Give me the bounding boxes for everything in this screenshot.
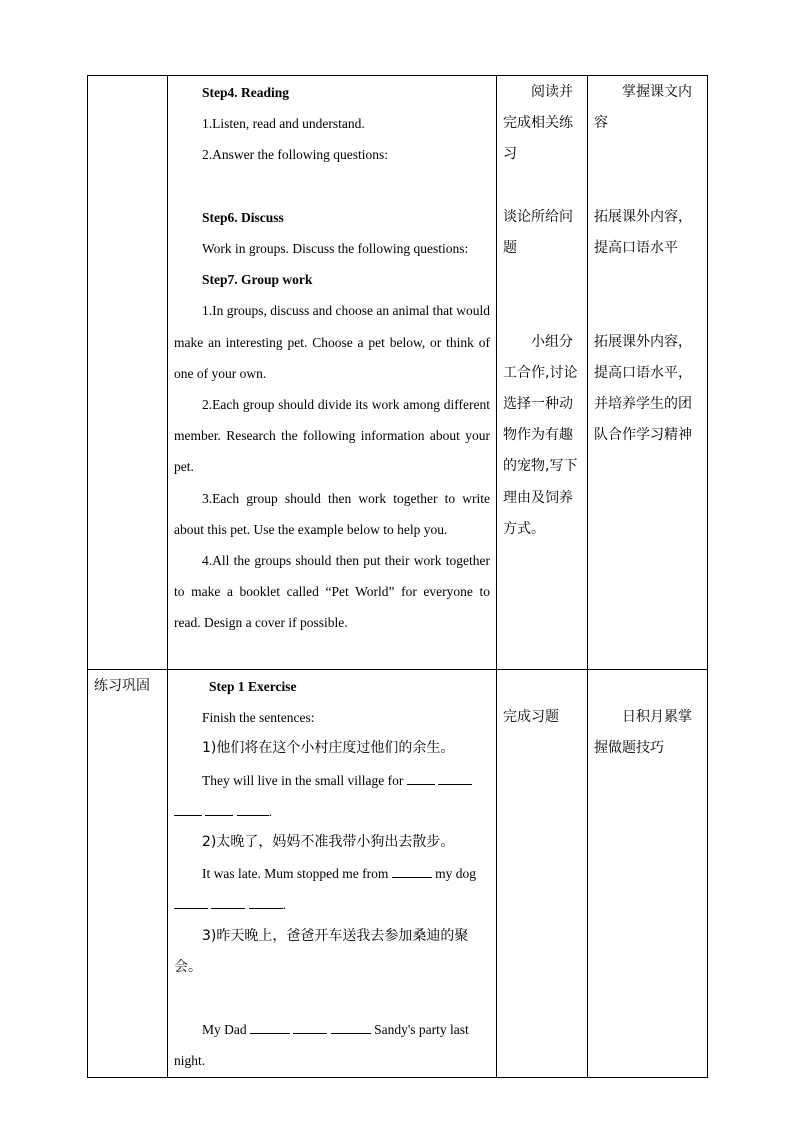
question-text: Sandy's party last (374, 1022, 469, 1038)
goal-line: 拓展课外内容， (594, 208, 692, 225)
activity-line: 题 (503, 240, 517, 256)
goal-line: 日积月累掌 (622, 709, 692, 726)
activity-line: 选择一种动 (503, 395, 573, 412)
question-text: night. (174, 1053, 206, 1069)
activity-line: 方式。 (503, 520, 545, 537)
answer-blank[interactable] (249, 894, 283, 909)
question-english-continued: . (174, 889, 490, 920)
answer-blank[interactable] (392, 863, 432, 878)
answer-blank[interactable] (174, 894, 208, 909)
answer-blank[interactable] (407, 770, 435, 785)
answer-blank[interactable] (205, 801, 233, 816)
activity-line: 习 (503, 146, 517, 163)
activity-line: 物作为有趣 (503, 427, 573, 444)
activity-line: 谈论所给问 (503, 208, 573, 225)
goal-line: 握做题技巧 (594, 740, 664, 757)
goal-line: 并培养学生的团 (594, 395, 692, 412)
question-chinese: 3)昨天晚上，爸爸开车送我去参加桑迪的聚会。 (174, 927, 469, 975)
question-text: It was late. Mum stopped me from (202, 866, 389, 882)
activity-line: 的宠物,写下 (503, 458, 578, 475)
activity-line: 小组分 (531, 333, 573, 350)
question-english-continued: . (174, 796, 490, 827)
exercise-heading: Step 1 Exercise (209, 679, 297, 694)
question-text: my dog (435, 866, 476, 882)
answer-blank[interactable] (237, 801, 269, 816)
step7-item: 2.Each group should divide its work among different member. Research the following information about your pet. (174, 397, 490, 475)
goal-line: 掌握课文内 (622, 84, 692, 100)
answer-blank[interactable] (331, 1019, 371, 1034)
answer-blank[interactable] (211, 894, 245, 909)
step6-text: Work in groups. Discuss the following questions: (202, 241, 469, 256)
step4-heading: Step4. Reading (202, 85, 290, 100)
goal-line: 提高口语水平， (594, 364, 692, 381)
step7-heading: Step7. Group work (202, 272, 313, 288)
table-row (88, 670, 708, 1078)
answer-blank[interactable] (438, 770, 472, 785)
answer-blank[interactable] (293, 1019, 327, 1034)
lesson-plan-table (87, 75, 708, 1078)
activity-line: 完成相关练 (503, 115, 573, 132)
activity-line: 工合作,讨论 (503, 364, 578, 381)
goal-line: 队合作学习精神 (594, 427, 692, 444)
step6-heading: Step6. Discuss (202, 209, 284, 225)
section-label-cell (88, 670, 168, 1078)
step4-item: 2.Answer the following questions: (202, 147, 388, 163)
question-chinese: 2)太晚了，妈妈不准我带小狗出去散步。 (202, 834, 455, 851)
question-chinese: 1)他们将在这个小村庄度过他们的余生。 (202, 740, 455, 757)
step4-item: 1.Listen, read and understand. (202, 116, 365, 132)
goal-line: 拓展课外内容， (594, 333, 692, 350)
activity-line: 理由及饲养 (503, 489, 573, 506)
activity-cell (497, 76, 588, 670)
activity-cell (497, 670, 588, 1078)
activity-line: 阅读并 (531, 84, 573, 100)
table-row (88, 76, 708, 670)
question-english (174, 1014, 490, 1045)
exercise-instruction: Finish the sentences: (202, 710, 315, 726)
procedure-cell (168, 76, 497, 670)
activity-line: 完成习题 (503, 709, 559, 726)
answer-blank[interactable] (250, 1019, 290, 1034)
step7-item: 1.In groups, discuss and choose an animal that would make an interesting pet. Choose a pet below, or think of one of your own. (174, 303, 490, 381)
step7-item: 3.Each group should then work together to write about this pet. Use the example below to help you. (174, 490, 490, 537)
question-text: They will live in the small village for (202, 772, 404, 788)
exercise-cell (168, 670, 497, 1078)
goal-cell (588, 670, 708, 1078)
answer-blank[interactable] (174, 801, 202, 816)
step7-item: 4.All the groups should then put their work together to make a booklet called “Pet World” for everyone to read. Design a cover if possible. (174, 553, 490, 631)
question-english (174, 765, 490, 796)
question-english (174, 858, 490, 889)
goal-line: 提高口语水平 (594, 239, 678, 256)
question-text: My Dad (202, 1022, 247, 1038)
section-label-cell-empty (88, 76, 168, 670)
goal-cell (588, 76, 708, 670)
goal-line: 容 (594, 115, 608, 132)
section-label: 练习巩固 (94, 678, 150, 694)
